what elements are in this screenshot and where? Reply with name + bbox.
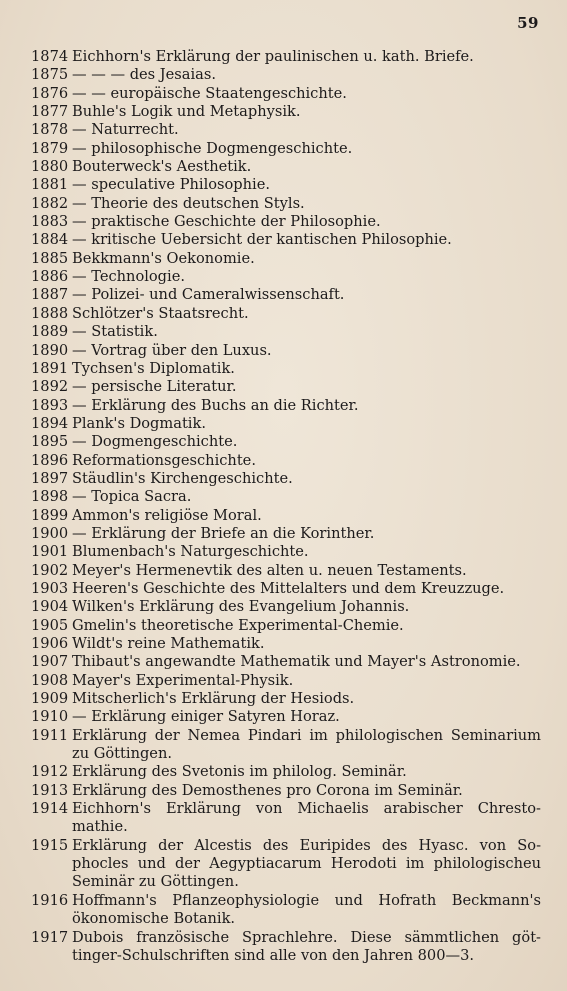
catalog-entry	[31, 470, 541, 488]
catalog-entry	[31, 342, 541, 360]
entry-number: 1897	[31, 469, 69, 487]
entry-number: 1881	[31, 176, 69, 194]
entry-text: Erklärung des Svetonis im philolog. Seminär.	[72, 763, 407, 781]
entry-text: — kritische Uebersicht der kantischen Philosophie.	[72, 231, 452, 249]
catalog-entry	[31, 580, 541, 598]
entry-number: 1882	[31, 194, 69, 212]
entry-text: Meyer's Hermenevtik des alten u. neuen Testaments.	[72, 561, 467, 579]
entry-text: — Dogmengeschichte.	[72, 433, 238, 451]
entry-text: Buhle's Logik und Metaphysik.	[72, 103, 301, 121]
entry-number: 1890	[31, 341, 69, 359]
entry-text: Heeren's Geschichte des Mittelalters und dem Kreuzzuge.	[72, 579, 505, 597]
entry-text: Erklärung der Alcestis des Euripides des Hyasc. von So-phocles und der Aegyptiacarum Herodoti im philologischeu Seminär zu Göttingen.	[72, 836, 541, 891]
entry-number: 1879	[31, 139, 69, 157]
catalog-entry	[31, 782, 541, 800]
entry-text: Ammon's religiöse Moral.	[72, 506, 262, 524]
entry-number: 1883	[31, 213, 69, 231]
entry-number: 1891	[31, 359, 69, 377]
catalog-entry	[31, 305, 541, 323]
entry-text: Wilken's Erklärung des Evangelium Johannis.	[72, 598, 410, 616]
catalog-entry	[31, 452, 541, 470]
entry-number: 1895	[31, 433, 69, 451]
entry-number: 1907	[31, 653, 69, 671]
entry-text: Hoffmann's Pflanzeophysiologie und Hofrath Beckmann's ökonomische Botanik.	[72, 891, 541, 928]
catalog-entry	[31, 231, 541, 249]
entry-number: 1901	[31, 543, 69, 561]
entry-text: — Naturrecht.	[72, 121, 179, 139]
catalog-entry	[31, 66, 541, 84]
entry-number: 1913	[31, 781, 69, 799]
catalog-entry	[31, 562, 541, 580]
entry-number: 1887	[31, 286, 69, 304]
catalog-entry	[31, 360, 541, 378]
catalog-entry	[31, 323, 541, 341]
entry-text: Eichhorn's Erklärung von Michaelis arabischer Chresto-mathie.	[72, 800, 541, 836]
entry-number: 1880	[31, 158, 69, 176]
entry-text: — persische Literatur.	[72, 378, 237, 396]
entry-text: — Statistik.	[72, 323, 158, 341]
entry-text: Mitscherlich's Erklärung der Hesiods.	[72, 690, 355, 708]
entry-text: — Topica Sacra.	[72, 488, 192, 506]
catalog-entry	[31, 672, 541, 690]
entry-text: Wildt's reine Mathematik.	[72, 635, 265, 652]
entry-text: Blumenbach's Naturgeschichte.	[72, 543, 309, 561]
catalog-entry-list	[31, 48, 541, 965]
entry-text: — Vortrag über den Luxus.	[72, 341, 272, 359]
catalog-entry	[31, 635, 541, 653]
entry-number: 1889	[31, 323, 69, 341]
entry-number: 1893	[31, 396, 69, 414]
catalog-entry	[31, 378, 541, 396]
catalog-entry	[31, 507, 541, 525]
entry-number: 1914	[31, 800, 69, 818]
entry-text: Mayer's Experimental-Physik.	[72, 671, 294, 689]
entry-text: — speculative Philosophie.	[72, 176, 270, 194]
entry-number: 1906	[31, 635, 69, 652]
entry-number: 1874	[31, 48, 69, 65]
catalog-entry	[31, 653, 541, 671]
catalog-entry	[31, 286, 541, 304]
entry-text: Reformationsgeschichte.	[72, 451, 256, 469]
entry-number: 1894	[31, 414, 69, 432]
catalog-entry	[31, 617, 541, 635]
catalog-entry	[31, 800, 541, 837]
entry-number: 1896	[31, 451, 69, 469]
page-number: 59	[517, 14, 539, 32]
entry-number: 1877	[31, 103, 69, 121]
catalog-entry	[31, 892, 541, 929]
catalog-entry	[31, 195, 541, 213]
entry-text: — philosophische Dogmengeschichte.	[72, 139, 353, 157]
entry-text: Plank's Dogmatik.	[72, 414, 206, 432]
entry-number: 1902	[31, 561, 69, 579]
catalog-entry	[31, 85, 541, 103]
entry-text: Bekkmann's Oekonomie.	[72, 249, 255, 267]
entry-text: Eichhorn's Erklärung der paulinischen u. kath. Briefe.	[72, 48, 474, 65]
entry-text: Dubois französische Sprachlehre. Diese sämmtlichen göt-tinger-Schulschriften sind alle von den Jahren 800—3.	[72, 928, 541, 964]
entry-number: 1899	[31, 506, 69, 524]
catalog-entry	[31, 543, 541, 561]
catalog-entry	[31, 763, 541, 781]
entry-text: Erklärung des Demosthenes pro Corona im Seminär.	[72, 781, 463, 799]
entry-text: — Theorie des deutschen Styls.	[72, 194, 305, 212]
entry-text: Thibaut's angewandte Mathematik und Mayer's Astronomie.	[72, 653, 521, 671]
catalog-entry	[31, 140, 541, 158]
catalog-entry	[31, 213, 541, 231]
entry-number: 1900	[31, 524, 69, 542]
catalog-entry	[31, 250, 541, 268]
catalog-entry	[31, 103, 541, 121]
catalog-entry	[31, 121, 541, 139]
entry-number: 1912	[31, 763, 69, 781]
entry-text: Gmelin's theoretische Experimental-Chemie.	[72, 616, 404, 634]
entry-text: — — — des Jesaias.	[72, 66, 216, 84]
entry-text: — praktische Geschichte der Philosophie.	[72, 213, 381, 231]
entry-number: 1911	[31, 726, 69, 744]
catalog-entry	[31, 837, 541, 892]
entry-number: 1904	[31, 598, 69, 616]
entry-number: 1875	[31, 66, 69, 84]
entry-text: Schlötzer's Staatsrecht.	[72, 304, 249, 322]
entry-number: 1878	[31, 121, 69, 139]
entry-text: — Polizei- und Cameralwissenschaft.	[72, 286, 345, 304]
entry-text: Erklärung der Nemea Pindari im philologischen Seminarium zu Göttingen.	[72, 726, 541, 763]
catalog-entry	[31, 176, 541, 194]
entry-text: — Erklärung des Buchs an die Richter.	[72, 396, 359, 414]
entry-number: 1888	[31, 304, 69, 322]
entry-number: 1898	[31, 488, 69, 506]
catalog-entry	[31, 397, 541, 415]
catalog-entry	[31, 158, 541, 176]
entry-number: 1884	[31, 231, 69, 249]
catalog-entry	[31, 690, 541, 708]
entry-number: 1892	[31, 378, 69, 396]
catalog-entry	[31, 268, 541, 286]
entry-number: 1903	[31, 579, 69, 597]
entry-text: — Erklärung der Briefe an die Korinther.	[72, 524, 375, 542]
entry-number: 1886	[31, 268, 69, 286]
entry-text: — Technologie.	[72, 268, 185, 286]
catalog-entry	[31, 48, 541, 66]
entry-number: 1905	[31, 616, 69, 634]
catalog-entry	[31, 708, 541, 726]
entry-number: 1908	[31, 671, 69, 689]
catalog-entry	[31, 598, 541, 616]
catalog-entry	[31, 488, 541, 506]
entry-text: Tychsen's Diplomatik.	[72, 359, 235, 377]
entry-number: 1915	[31, 836, 69, 854]
catalog-entry	[31, 727, 541, 764]
entry-number: 1885	[31, 249, 69, 267]
catalog-entry	[31, 929, 541, 966]
catalog-entry	[31, 415, 541, 433]
entry-number: 1876	[31, 84, 69, 102]
entry-number: 1909	[31, 690, 69, 708]
catalog-entry	[31, 433, 541, 451]
entry-text: Stäudlin's Kirchengeschichte.	[72, 469, 293, 487]
entry-number: 1917	[31, 928, 69, 946]
entry-number: 1916	[31, 891, 69, 909]
entry-text: — Erklärung einiger Satyren Horaz.	[72, 708, 340, 726]
entry-text: — — europäische Staatengeschichte.	[72, 84, 347, 102]
entry-number: 1910	[31, 708, 69, 726]
entry-text: Bouterweck's Aesthetik.	[72, 158, 252, 176]
catalog-entry	[31, 525, 541, 543]
